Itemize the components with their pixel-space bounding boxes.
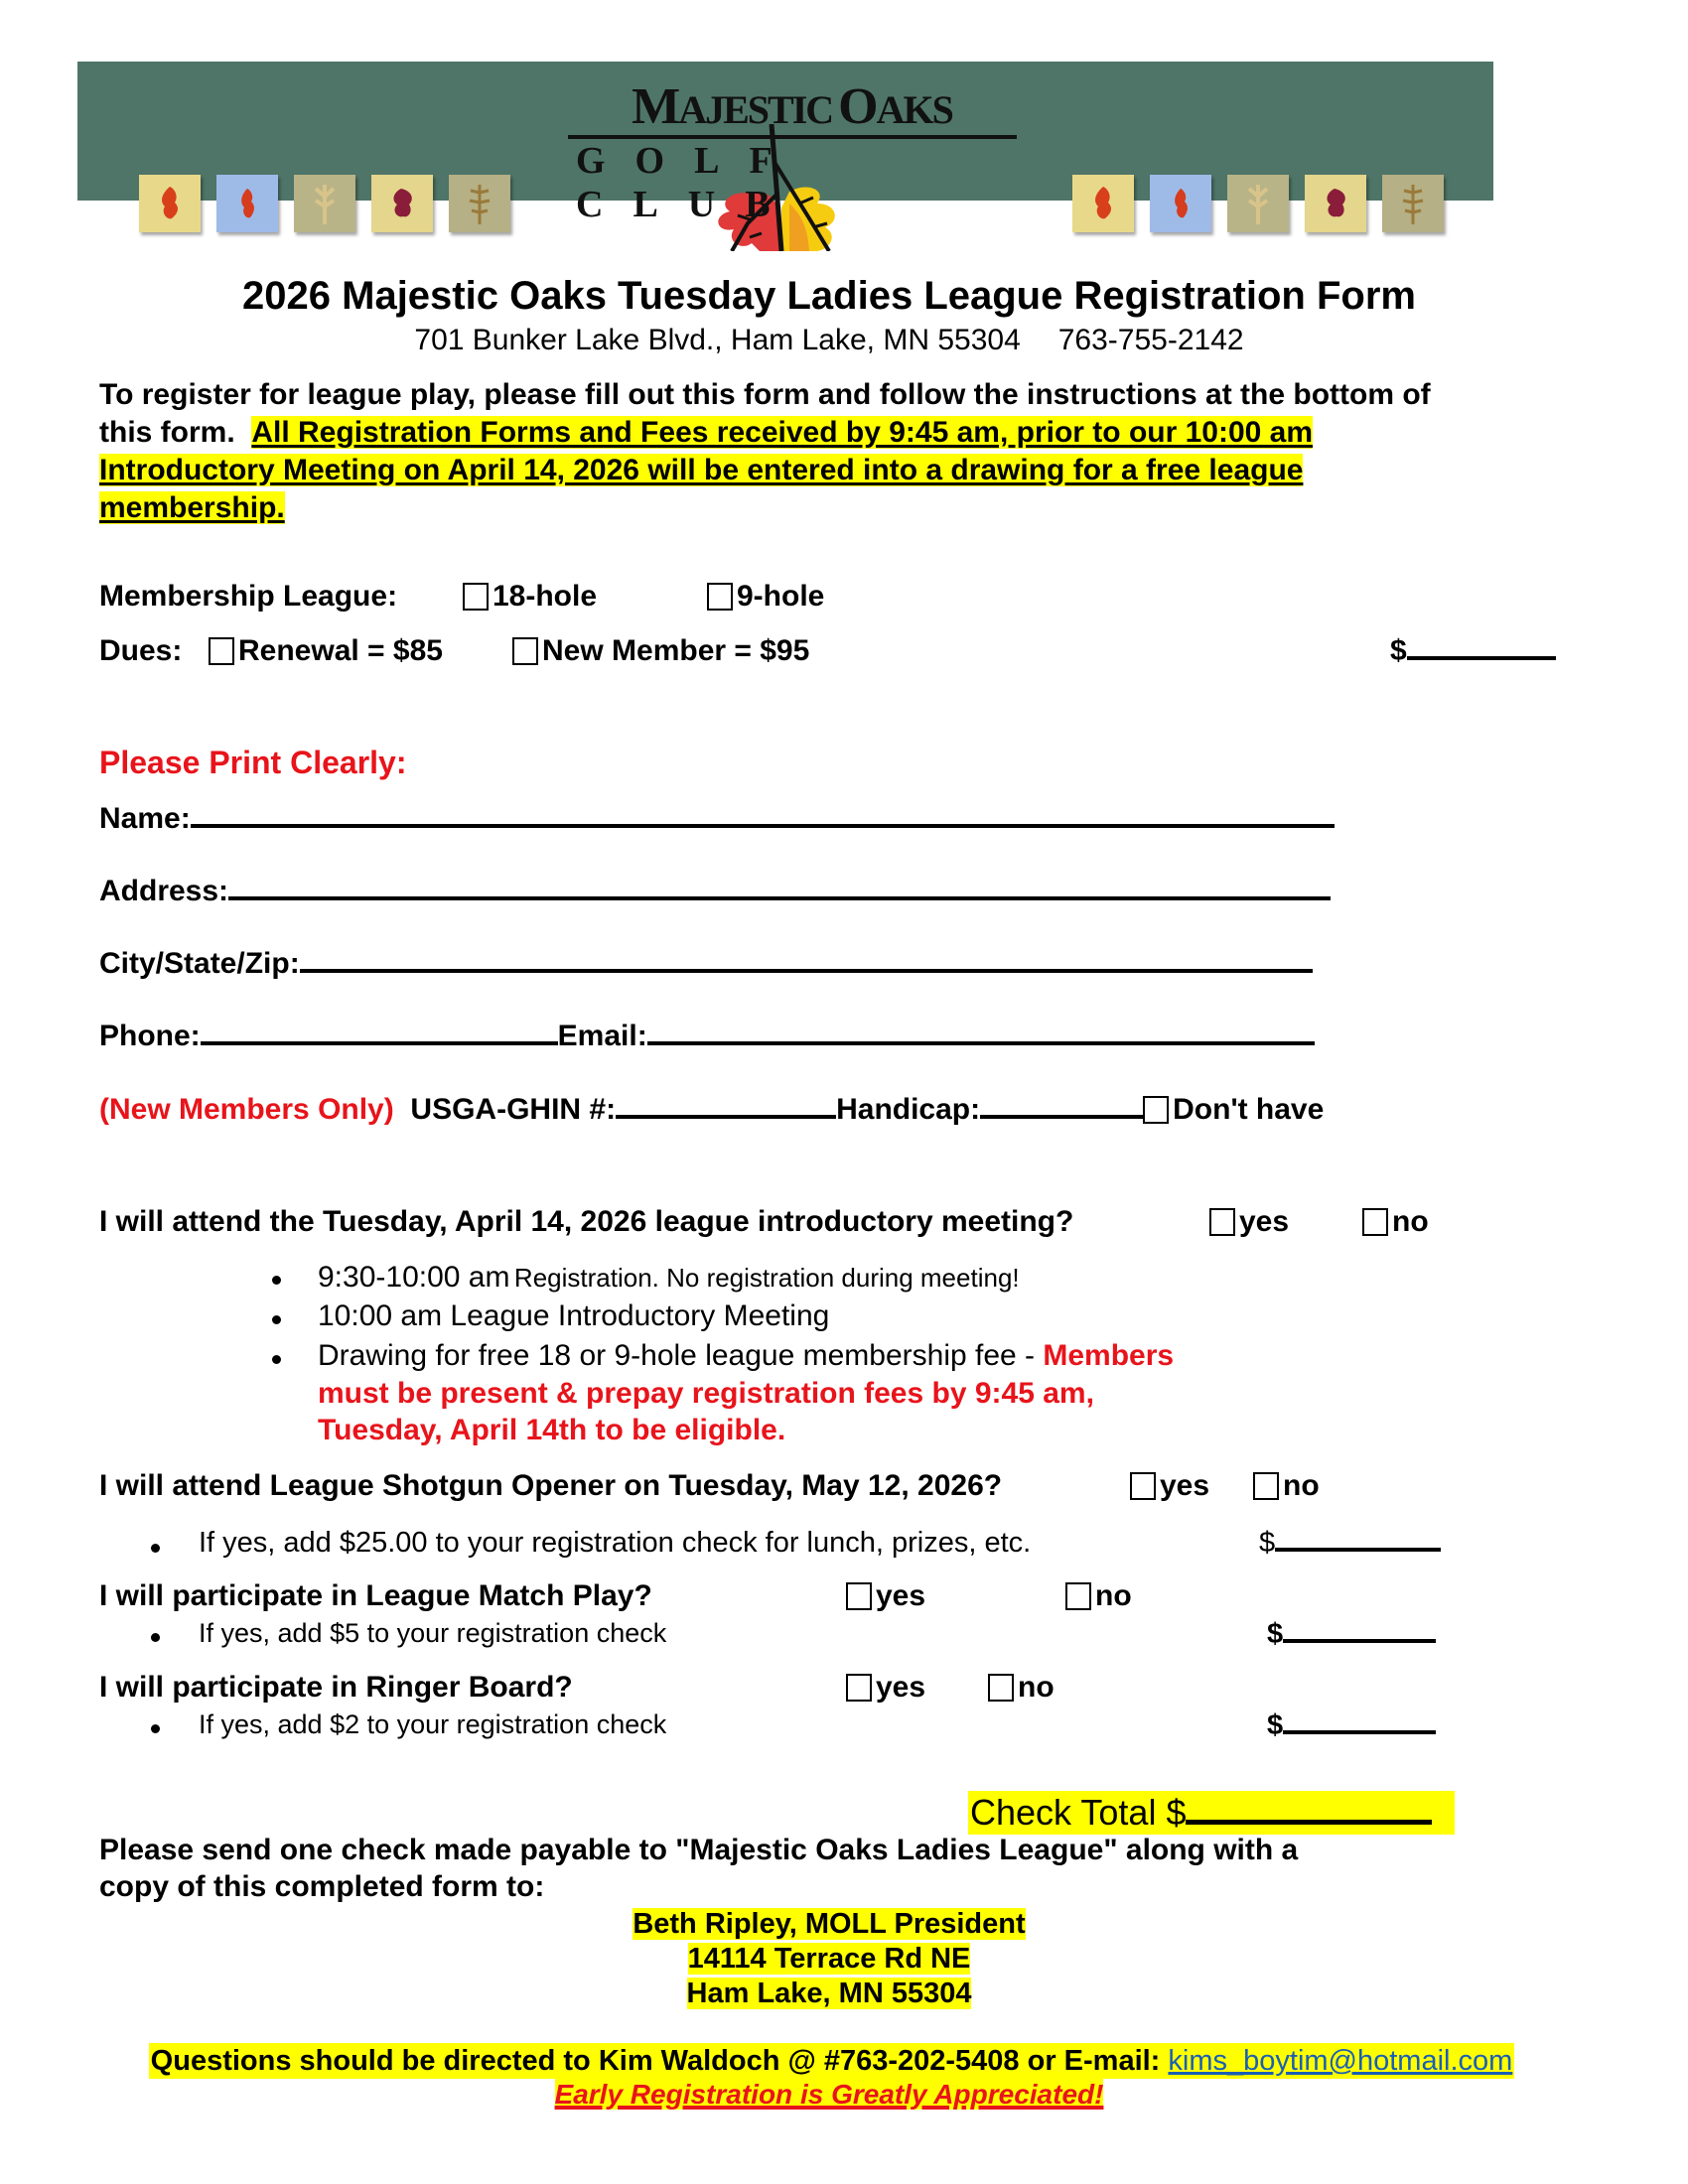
intro-plain: this form. bbox=[99, 416, 235, 449]
option-18-hole[interactable] bbox=[463, 580, 597, 614]
dollar-sign: $ bbox=[1259, 1527, 1276, 1559]
drawing-notice-cont: Introductory Meeting on April 14, 2026 will be entered into a drawing for a free league bbox=[99, 454, 1304, 486]
dollar-sign: $ bbox=[1390, 634, 1407, 667]
bullet-icon bbox=[272, 1276, 281, 1285]
page-title: 2026 Majestic Oaks Tuesday Ladies League Registration Form bbox=[242, 274, 1416, 318]
leaf-tile-icon bbox=[1382, 175, 1444, 232]
address-input-line[interactable] bbox=[228, 895, 1331, 900]
early-registration-text: Early Registration is Greatly Appreciated! bbox=[554, 2079, 1104, 2110]
leaf-tile-icon bbox=[1072, 175, 1134, 232]
bullet-icon bbox=[272, 1355, 281, 1364]
option-label: 9-hole bbox=[737, 580, 825, 613]
no-label: no bbox=[1018, 1671, 1055, 1704]
match-play-yes[interactable] bbox=[846, 1579, 925, 1613]
dollar-sign: $ bbox=[1267, 1618, 1284, 1650]
email-label: Email: bbox=[557, 1020, 647, 1052]
match-play-note: If yes, add $5 to your registration check bbox=[199, 1618, 667, 1648]
checkbox-match-play-yes[interactable] bbox=[846, 1582, 872, 1610]
leaf-tile-icon bbox=[1305, 175, 1366, 232]
drawing-eligibility: Members bbox=[1043, 1339, 1175, 1372]
ghin-label: USGA-GHIN #: bbox=[410, 1093, 617, 1126]
leaf-tile-icon bbox=[216, 175, 278, 232]
logo-subtitle: GOLF CLUB bbox=[576, 140, 801, 225]
leaf-tile-icon bbox=[1227, 175, 1289, 232]
ringer-question: I will participate in Ringer Board? bbox=[99, 1671, 573, 1704]
mailing-address bbox=[0, 1907, 1658, 2011]
match-play-amount-field[interactable] bbox=[1267, 1618, 1436, 1651]
ringer-no[interactable] bbox=[988, 1671, 1055, 1705]
yes-label: yes bbox=[876, 1579, 926, 1612]
new-members-only-label: (New Members Only) bbox=[99, 1093, 394, 1126]
bullet-icon bbox=[272, 1315, 281, 1324]
leaf-tile-icon bbox=[449, 175, 510, 232]
drawing-notice-end: membership. bbox=[99, 491, 285, 524]
ringer-amount-line[interactable] bbox=[1283, 1729, 1436, 1734]
meeting-bullet-1 bbox=[318, 1261, 1020, 1295]
city-label: City/State/Zip: bbox=[99, 947, 300, 980]
shotgun-no[interactable] bbox=[1253, 1469, 1320, 1503]
checkbox-9-hole[interactable] bbox=[707, 583, 733, 611]
club-phone: 763-755-2142 bbox=[1057, 324, 1244, 356]
handicap-label: Handicap: bbox=[836, 1093, 981, 1126]
new-members-row bbox=[99, 1093, 1324, 1127]
early-registration-note bbox=[0, 2079, 1658, 2111]
dues-amount-field[interactable] bbox=[1390, 634, 1556, 668]
leaf-tile-icon bbox=[371, 175, 433, 232]
recipient-name: Beth Ripley, MOLL President bbox=[633, 1908, 1026, 1940]
shotgun-amount-line[interactable] bbox=[1275, 1547, 1441, 1552]
checkbox-meeting-no[interactable] bbox=[1362, 1208, 1388, 1236]
recipient-city: Ham Lake, MN 55304 bbox=[686, 1978, 972, 2009]
meeting-no[interactable] bbox=[1362, 1205, 1429, 1239]
checkbox-meeting-yes[interactable] bbox=[1209, 1208, 1235, 1236]
membership-league-label: Membership League: bbox=[99, 580, 398, 613]
logo-wordmark: MAJESTIC OAKS bbox=[632, 78, 952, 135]
checkbox-18-hole[interactable] bbox=[463, 583, 489, 611]
no-label: no bbox=[1283, 1469, 1320, 1502]
option-label: Renewal = $85 bbox=[238, 634, 443, 667]
email-input-line[interactable] bbox=[647, 1040, 1315, 1045]
bullet-icon bbox=[151, 1633, 160, 1642]
recipient-street: 14114 Terrace Rd NE bbox=[687, 1943, 971, 1975]
shotgun-yes[interactable] bbox=[1130, 1469, 1209, 1503]
dues-amount-line[interactable] bbox=[1407, 655, 1556, 660]
dues-label: Dues: bbox=[99, 634, 183, 667]
registration-time: 9:30-10:00 am bbox=[318, 1261, 510, 1294]
option-label: 18-hole bbox=[492, 580, 598, 613]
option-new-member[interactable] bbox=[512, 634, 809, 668]
print-clearly-heading: Please Print Clearly: bbox=[99, 745, 407, 780]
meeting-bullet-3 bbox=[318, 1339, 1174, 1373]
city-input-line[interactable] bbox=[300, 968, 1313, 973]
club-address bbox=[0, 324, 1658, 357]
club-street-address: 701 Bunker Lake Blvd., Ham Lake, MN 55304 bbox=[414, 324, 1021, 356]
checkbox-shotgun-no[interactable] bbox=[1253, 1472, 1279, 1500]
checkbox-shotgun-yes[interactable] bbox=[1130, 1472, 1156, 1500]
no-label: no bbox=[1095, 1579, 1132, 1612]
yes-label: yes bbox=[1239, 1205, 1290, 1238]
meeting-bullet-3-end: Tuesday, April 14th to be eligible. bbox=[318, 1414, 786, 1446]
intro-line-4 bbox=[99, 491, 285, 525]
handicap-input-line[interactable] bbox=[980, 1114, 1143, 1119]
checkbox-new-member[interactable] bbox=[512, 637, 538, 665]
checkbox-ringer-no[interactable] bbox=[988, 1674, 1014, 1702]
shotgun-note: If yes, add $25.00 to your registration check for lunch, prizes, etc. bbox=[199, 1527, 1032, 1559]
send-instructions-1: Please send one check made payable to "Majestic Oaks Ladies League" along with a bbox=[99, 1834, 1299, 1866]
dollar-sign: $ bbox=[1267, 1709, 1284, 1741]
ringer-amount-field[interactable] bbox=[1267, 1709, 1436, 1742]
meeting-yes[interactable] bbox=[1209, 1205, 1289, 1239]
questions-line bbox=[0, 2045, 1663, 2078]
send-instructions-2: copy of this completed form to: bbox=[99, 1870, 545, 1903]
phone-input-line[interactable] bbox=[201, 1040, 558, 1045]
intro-line-2 bbox=[99, 416, 1313, 450]
name-input-line[interactable] bbox=[191, 823, 1335, 828]
yes-label: yes bbox=[1160, 1469, 1210, 1502]
checkbox-match-play-no[interactable] bbox=[1065, 1582, 1091, 1610]
drawing-text: Drawing for free 18 or 9-hole league membership fee - bbox=[318, 1339, 1044, 1372]
checkbox-dont-have[interactable] bbox=[1143, 1096, 1169, 1124]
ghin-input-line[interactable] bbox=[616, 1114, 836, 1119]
name-label: Name: bbox=[99, 802, 191, 835]
yes-label: yes bbox=[876, 1671, 926, 1704]
contact-email-link[interactable]: kims_boytim@hotmail.com bbox=[1168, 2045, 1513, 2077]
meeting-bullet-3-cont: must be present & prepay registration fees by 9:45 am, bbox=[318, 1377, 1094, 1410]
dont-have-label: Don't have bbox=[1173, 1093, 1325, 1126]
option-label: New Member = $95 bbox=[542, 634, 810, 667]
match-play-amount-line[interactable] bbox=[1283, 1638, 1436, 1643]
check-total-line[interactable] bbox=[1186, 1819, 1432, 1825]
checkbox-ringer-yes[interactable] bbox=[846, 1674, 872, 1702]
drawing-notice: All Registration Forms and Fees received by 9:45 am, prior to our 10:00 am bbox=[251, 416, 1314, 449]
option-renewal[interactable] bbox=[209, 634, 443, 668]
no-label: no bbox=[1392, 1205, 1429, 1238]
shotgun-question: I will attend League Shotgun Opener on Tuesday, May 12, 2026? bbox=[99, 1469, 1003, 1502]
option-9-hole[interactable] bbox=[707, 580, 824, 614]
name-field[interactable] bbox=[99, 802, 1335, 836]
ringer-note: If yes, add $2 to your registration check bbox=[199, 1709, 667, 1739]
check-total-field[interactable] bbox=[968, 1791, 1455, 1835]
address-label: Address: bbox=[99, 875, 229, 907]
bullet-icon bbox=[151, 1724, 160, 1733]
intro-line-3 bbox=[99, 454, 1303, 487]
check-total-label: Check Total $ bbox=[970, 1792, 1187, 1833]
questions-text: Questions should be directed to Kim Waldoch @ #763-202-5408 or E-mail: bbox=[150, 2045, 1169, 2077]
match-play-no[interactable] bbox=[1065, 1579, 1132, 1613]
meeting-bullet-2: 10:00 am League Introductory Meeting bbox=[318, 1299, 830, 1332]
address-field[interactable] bbox=[99, 875, 1331, 908]
shotgun-amount-field[interactable] bbox=[1259, 1527, 1441, 1560]
leaf-tile-icon bbox=[1150, 175, 1211, 232]
phone-email-row bbox=[99, 1020, 1315, 1053]
city-state-zip-field[interactable] bbox=[99, 947, 1313, 981]
checkbox-renewal[interactable] bbox=[209, 637, 234, 665]
bullet-icon bbox=[151, 1544, 160, 1553]
meeting-question: I will attend the Tuesday, April 14, 2026 league introductory meeting? bbox=[99, 1205, 1074, 1238]
intro-line-1: To register for league play, please fill out this form and follow the instructions at the bottom of bbox=[99, 378, 1431, 411]
registration-note: Registration. No registration during meeting! bbox=[513, 1263, 1020, 1293]
match-play-question: I will participate in League Match Play? bbox=[99, 1579, 652, 1612]
phone-label: Phone: bbox=[99, 1020, 201, 1052]
leaf-tile-icon bbox=[139, 175, 201, 232]
ringer-yes[interactable] bbox=[846, 1671, 925, 1705]
leaf-tile-icon bbox=[294, 175, 355, 232]
